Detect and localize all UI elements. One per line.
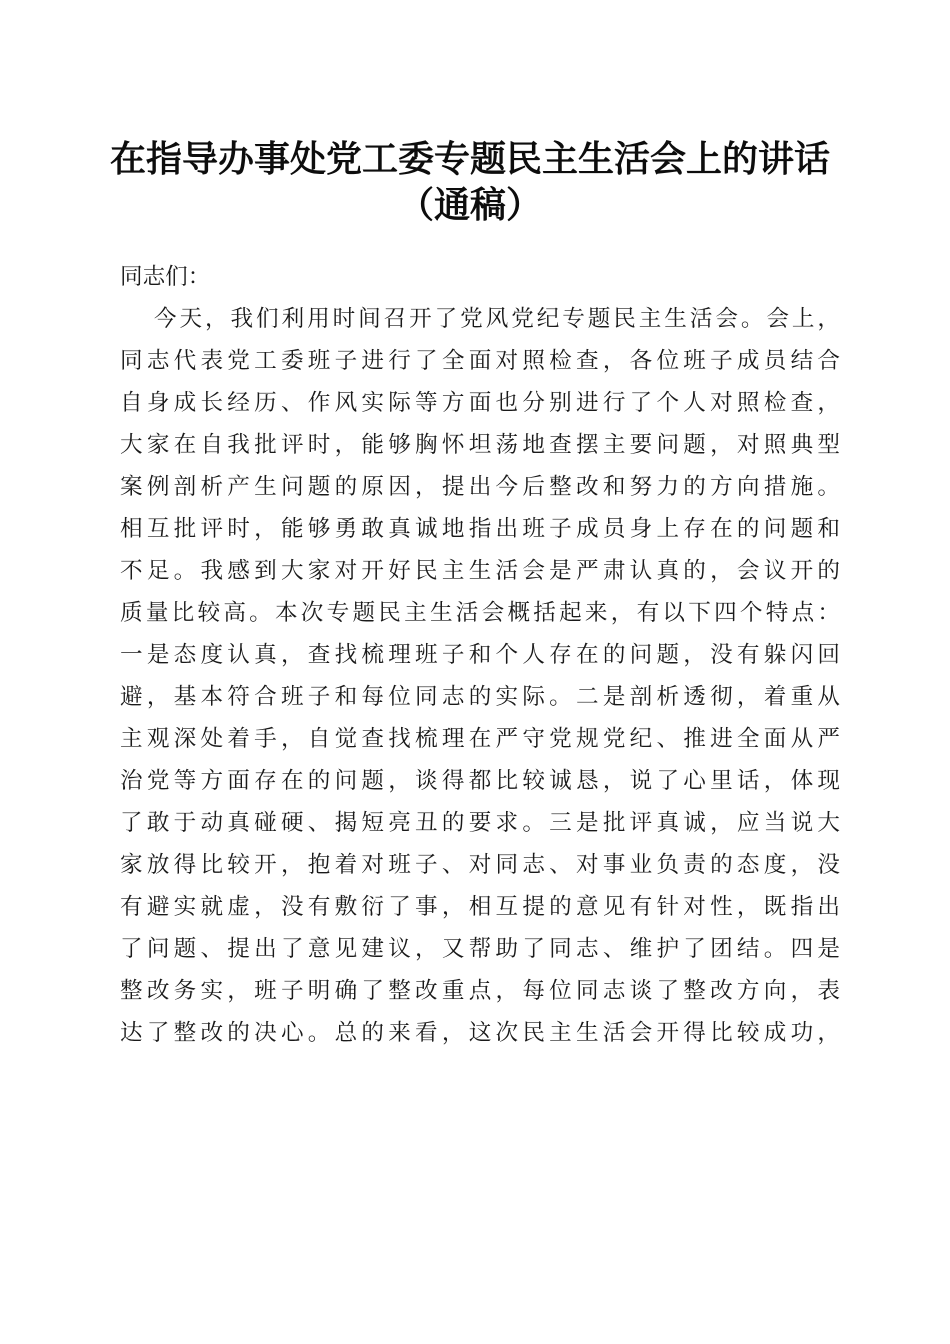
paragraph-line: 治党等方面存在的问题，谈得都比较诚恳，说了心里话，体现 [120, 768, 840, 794]
paragraph-line: 家放得比较开，抱着对班子、对同志、对事业负责的态度，没 [120, 852, 840, 878]
paragraph-line: 大家在自我批评时，能够胸怀坦荡地查摆主要问题，对照典型 [120, 432, 840, 458]
paragraph-line: 案例剖析产生问题的原因，提出今后整改和努力的方向措施。 [120, 474, 840, 500]
paragraph-line: 达了整改的决心。总的来看，这次民主生活会开得比较成功， [120, 1020, 840, 1046]
document-title [95, 136, 845, 228]
paragraph-line: 相互批评时，能够勇敢真诚地指出班子成员身上存在的问题和 [120, 516, 840, 542]
title-line-2: （通稿） [397, 184, 542, 226]
document-body [120, 256, 840, 1054]
paragraph-line: 整改务实，班子明确了整改重点，每位同志谈了整改方向，表 [120, 978, 840, 1004]
paragraph-line: 有避实就虚，没有敷衍了事，相互提的意见有针对性，既指出 [120, 894, 840, 920]
title-line-1: 在指导办事处党工委专题民主生活会上的讲话 [109, 138, 830, 180]
paragraph-line: 主观深处着手，自觉查找梳理在严守党规党纪、推进全面从严 [120, 726, 840, 752]
paragraph-line: 了敢于动真碰硬、揭短亮丑的要求。三是批评真诚，应当说大 [120, 810, 840, 836]
paragraph-line: 了问题、提出了意见建议，又帮助了同志、维护了团结。四是 [120, 936, 840, 962]
paragraph-line: 不足。我感到大家对开好民主生活会是严肃认真的，会议开的 [120, 558, 840, 584]
paragraph-line: 避，基本符合班子和每位同志的实际。二是剖析透彻，着重从 [120, 684, 840, 710]
paragraph-line: 一是态度认真，查找梳理班子和个人存在的问题，没有躲闪回 [120, 642, 840, 668]
paragraph-line: 同志代表党工委班子进行了全面对照检查，各位班子成员结合 [120, 348, 840, 374]
paragraph-line: 今天，我们利用时间召开了党风党纪专题民主生活会。会上， [154, 306, 840, 332]
salutation: 同志们： [120, 264, 211, 290]
paragraph-line: 自身成长经历、作风实际等方面也分别进行了个人对照检查， [120, 390, 840, 416]
paragraph-line: 质量比较高。本次专题民主生活会概括起来，有以下四个特点： [120, 600, 840, 626]
